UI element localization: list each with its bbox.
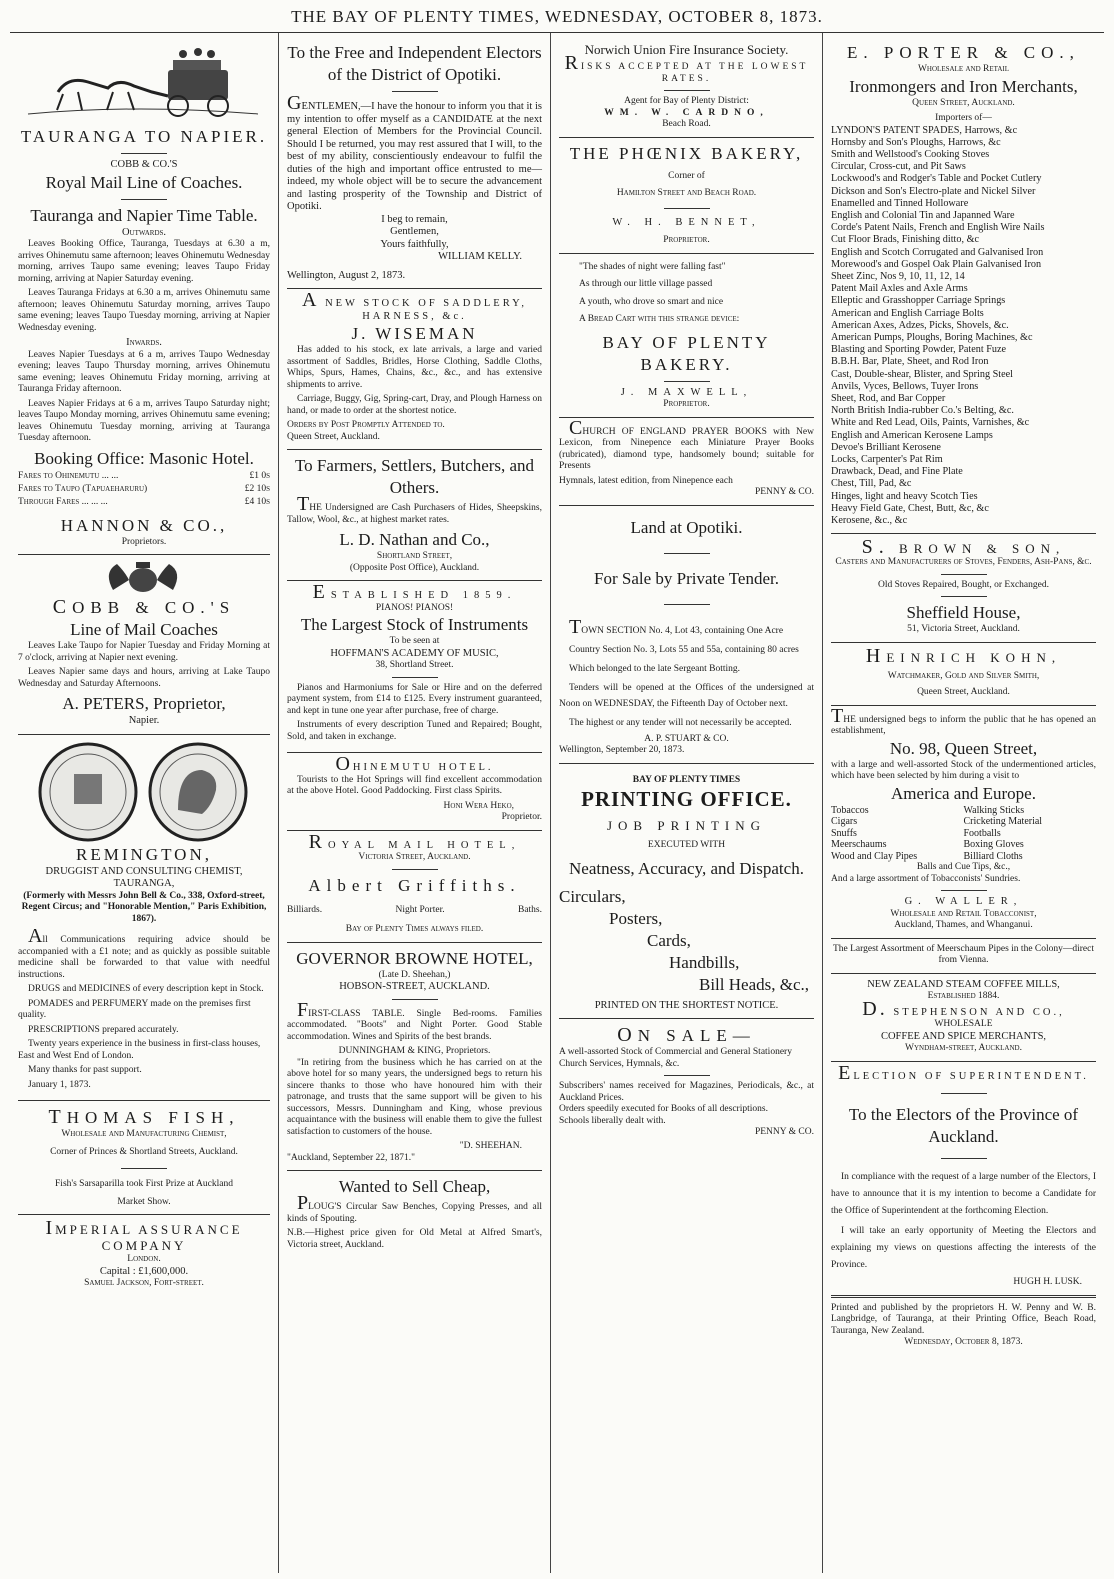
fish-addr: Corner of Princes & Shortland Streets, Auckland. [50,1146,238,1157]
coach-ad [18,37,270,554]
remington-place: TAURANGA, [113,878,175,889]
pianos-academy: HOFFMAN'S ACADEMY OF MUSIC, [330,647,499,659]
church-sign: PENNY & CO. [754,487,814,497]
waller-good-item: Cricketing Material [963,816,1043,828]
onsale-ad [559,1018,814,1145]
governor-ad [287,942,542,1171]
wiseman-name: J. WISEMAN [351,324,478,343]
porter-item: English and Scotch Corrugated and Galvanised Iron [831,246,1044,258]
coach-line: Royal Mail Line of Coaches. [45,172,243,192]
brown-sub: Casters and Manufacturers of Stoves, Fenders, Ash-Pans, &c. [835,557,1092,568]
norwich-risks: RISKS ACCEPTED AT THE LOWEST RATES. [564,52,809,84]
pianos-pianos: PIANOS! PIANOS! [375,602,454,613]
porter-head: Ironmongers and Iron Merchants, [849,76,1078,96]
wiseman-p1: Has added to his stock, ex late arrivals, a large and varied assortment of Saddles, Bridles, Horse Clothing, Saddle Cloths, Whips, Spurs, Hames, Chains, &c., &c., and has extensive shipments to arrive. [287,345,542,390]
fare-row [18,496,270,509]
royal-street: Victoria Street, Auckland. [358,852,471,862]
nathan-street: Shortland Street, [376,551,453,561]
column-1 [10,33,278,1573]
printing-exec: EXECUTED WITH [647,840,726,850]
land-ad [559,505,814,763]
porter-item: American Axes, Adzes, Picks, Shovels, &c. [831,319,1009,331]
waller-good-item: Footballs [963,827,1001,839]
governor-props: DUNNINGHAM & KING, Proprietors. [338,1046,491,1056]
porter-item: Heavy Field Gate, Chest, Butt, &c, &c [831,502,989,514]
kohn-sub: Watchmaker, Gold and Silver Smith, [887,670,1040,681]
cobb-title: COBB & CO.'S [52,596,236,618]
coffee-addr: Wyndham-street, Auckland. [905,1043,1022,1054]
meerschaum-text: The Largest Assortment of Meerschaum Pipes in the Colony—direct from Vienna. [832,943,1095,966]
porter-item: Elleptic and Grasshopper Carriage Springs [831,295,1006,307]
printing-item-3: Cards, [647,930,691,950]
imperial-capital: Capital : £1,600,000. [99,1265,189,1277]
coach-title: TAURANGA TO NAPIER. [20,127,268,146]
porter-item: Circular, Cross-cut, and Pit Saws [831,161,966,173]
ohinemutu-sign: Honi Wera Heko, [443,800,514,811]
phoenix-title: THE PHŒNIX BAKERY, [569,143,804,163]
cobb-ad [18,554,270,734]
kelly-head: To the Free and Independent Electors of the District of Opotiki. [287,43,542,84]
bakery-title: BAY OF PLENTY BAKERY. [602,332,771,374]
land-sign: A. P. STUART & CO. [644,733,729,744]
norwich-name: WM. W. CARDNO, [604,107,769,118]
coach-owner: HANNON & CO., [60,515,228,535]
pianos-p1: Pianos and Harmoniums for Sale or Hire and on the deferred payment system, from £14 to £125. Every instrument guaranteed, and kept in tune one year after purchase, free of charge. [287,682,542,716]
imprint-date: Wednesday, October 8, 1873. [904,1337,1023,1348]
cobb-place: Napier. [128,715,160,726]
bakery-ad [559,253,814,417]
waller-goods-left [831,805,964,863]
column-2 [278,33,550,1573]
kelly-close-1: I beg to remain, [381,213,448,225]
fare-price: £4 10s [244,496,270,507]
kohn-addr: Queen Street, Auckland. [917,687,1010,698]
waller-good-item: Wood and Clay Pipes [831,850,918,862]
waller-goods-right [964,805,1097,863]
fare-price: £1 0s [249,470,270,481]
land-t2: Country Section No. 3, Lots 55 and 55a, containing 80 acres [569,644,799,655]
inwards-1: Leaves Napier Tuesdays at 6 a m, arrives Taupo Wednesday evening; leaves Taupo Thursday morning, arrives Ohinemutu same evening; leaves Ohinemutu Friday morning, arriving at Tauranga Friday afternoon. [18,349,270,394]
royal-name: Albert Griffiths. [308,875,521,895]
onsale-sign: PENNY & CO. [754,1127,814,1137]
royal-feature: Billiards. [287,904,323,915]
remington-date: January 1, 1873. [28,1079,91,1090]
remington-p3: POMADES and PERFUMERY made on the premises first quality. [18,998,251,1020]
printing-top: BAY OF PLENTY TIMES [632,774,741,785]
imprint [831,1295,1096,1355]
bakery-role: Proprietor. [663,399,710,409]
bakery-line-2: As through our little village passed [579,279,713,289]
porter-street: Queen Street, Auckland. [912,97,1015,108]
phoenix-name: W. H. BENNET, [612,216,761,228]
waller-name: G. WALLER, [904,896,1023,908]
porter-item: Chest, Till, Pad, &c [831,478,912,490]
lusk-to: To the Electors of the Province of Auckland. [848,1105,1079,1147]
porter-item: Sheet, Rod, and Bar Copper [831,392,946,404]
onsale-title: ON SALE— [617,1024,756,1046]
fish-note-2: Market Show. [117,1196,171,1207]
porter-item: Drawback, Dead, and Fine Plate [831,466,963,478]
fare-label: Fares to Ohinemutu ... ... [18,470,119,481]
royal-feature: Baths. [517,904,542,915]
lusk-head: ELECTION OF SUPERINTENDENT. [838,1061,1089,1084]
porter-item: Smith and Wellstood's Cooking Stoves [831,148,990,160]
porter-item: Hornsby and Son's Ploughs, Harrows, &c [831,136,1001,148]
remington-ad [18,734,270,1101]
porter-item: American Pumps, Ploughs, Boring Machines, &c [831,331,1033,343]
porter-item: Dickson and Son's Electro-plate and Nickel Silver [831,185,1036,197]
wiseman-p2: Carriage, Buggy, Gig, Spring-cart, Dray, and Plough Harness on hand, or made to order at the shortest notice. [287,394,542,416]
porter-item: Corde's Patent Nails, French and English Wire Nails [831,222,1045,234]
wiseman-head: A NEW STOCK OF SADDLERY, HARNESS, &c. [301,289,528,322]
porter-item: Morewood's and Gospel Oak Plain Galvanised Iron [831,258,1042,270]
printing-notice: PRINTED ON THE SHORTEST NOTICE. [594,999,779,1011]
ohinemutu-ad [287,752,542,830]
lusk-p1: In compliance with the request of a large number of the Electors, I have to announce that it is my intention to become a Candidate for the Office of Superintendent at the forthcoming Election. [831,1172,1096,1217]
norwich-agent: Agent for Bay of Plenty District: [624,96,749,106]
ohinemutu-role: Proprietor. [501,812,542,822]
cobb-p2: Leaves Napier same days and hours, arriving at Lake Taupo Wednesday and Saturday Afternoons. [18,667,270,689]
remington-p4: PRESCRIPTIONS prepared accurately. [28,1024,179,1035]
waller-p2: And a large assortment of Tobacconists' Sundries. [831,873,1021,884]
porter-item: Hinges, light and heavy Scotch Ties [831,490,978,502]
column-3 [550,33,822,1573]
printing-item-5: Bill Heads, &c., [699,974,810,994]
waller-balls: Balls and Cue Tips, &c., [916,862,1011,873]
kelly-close-3: Yours faithfully, [380,238,449,250]
fare-row [18,470,270,483]
porter-item: Locks, Carpenter's Pat Rim [831,453,943,465]
waller-good-item: Meerschaums [831,839,887,851]
exhibition-medals-icon [18,740,268,844]
pianos-seen: To be seen at [389,636,440,646]
kelly-ad [287,37,542,288]
wanted-head: Wanted to Sell Cheap, [338,1177,491,1196]
bakery-line-3: A youth, who drove so smart and nice [579,296,724,307]
waller-ad [831,705,1096,938]
wanted-body: PLOUG'S Circular Saw Benches, Copying Presses, and all kinds of Spouting. [287,1192,542,1224]
land-head: Land at Opotiki. [630,517,743,537]
cobb-owner: A. PETERS, Proprietor, [62,694,226,713]
remington-p1: All Communications requiring advice should be accompanied with a £1 note; and as quickly as possible suitable medicine shall be forwarded to that value with needful instructions. [18,925,270,980]
waller-good-item: Walking Sticks [963,804,1025,816]
pianos-p2: Instruments of every description Tuned and Repaired; Bought, Sold, and taken in exchange. [287,720,542,742]
church-ad [559,417,814,505]
fares-table [18,470,270,509]
lusk-ad [831,1061,1096,1295]
remington-formerly: (Formerly with Messrs John Bell & Co., 338, Oxford-street, Regent Circus; and "Honorable Mention," Paris Exhibition, 1867). [21,890,267,924]
waller-good-item: Tobaccos [831,804,869,816]
porter-item: White and Red Lead, Oils, Paints, Varnishes, &c [831,417,1030,429]
phoenix-corner: Corner of [668,170,705,181]
norwich-head: Norwich Union Fire Insurance Society. [584,42,789,57]
royal-feature: Night Porter. [395,904,445,915]
onsale-p2: Church Services, Hymnals, &c. [559,1058,680,1069]
coach-timetable: Tauranga and Napier Time Table. [30,205,258,225]
onsale-p4: Orders speedily executed for Books of all descriptions. [559,1104,768,1114]
governor-street: HOBSON-STREET, AUCKLAND. [339,981,490,992]
pianos-ad [287,580,542,752]
printing-job: JOB PRINTING [606,818,767,833]
cobb-p1: Leaves Lake Taupo for Napier Tuesday and Friday Morning at 7 o'clock, arriving at Napier next evening. [18,641,270,663]
kelly-close-2: Gentlemen, [390,226,439,237]
printing-ad [559,763,814,1019]
porter-item: B.B.H. Bar, Plate, Sheet, and Rod Iron [831,356,989,368]
pianos-est: ESTABLISHED 1859. [312,581,517,603]
outwards-label: Outwards. [121,226,167,238]
brown-addr: 51, Victoria Street, Auckland. [907,624,1020,635]
onsale-p3: Subscribers' names received for Magazines, Periodicals, &c., at Auckland Prices. [559,1081,814,1103]
royal-note: Bay of Plenty Times always filed. [345,924,484,934]
royal-ad [287,830,542,942]
porter-item: American and English Carriage Bolts [831,307,984,319]
coffee-est: Established 1884. [927,991,1000,1002]
fish-note: Fish's Sarsaparilla took First Prize at Auckland [55,1179,233,1189]
waller-no: No. 98, Queen Street, [889,738,1038,758]
nathan-head: To Farmers, Settlers, Butchers, and Others. [294,456,535,497]
norwich-place: Beach Road. [662,119,711,129]
kelly-body: GENTLEMEN,—I have the honour to inform you that it is my intention to offer myself as a CANDIDATE at the next general Election of Members for the Provincial Council. Should I be returned, you may rest assured that I will, to the best of my ability, conscientiously endeavour to fulfil the duties of the high and important office entrusted to me—indeed, my whole object will be to secure the advancement and lasting prosperity of the Township and District of Opotiki. [287,92,542,212]
brown-ad [831,533,1096,642]
kelly-sign: WILLIAM KELLY. [438,251,522,262]
ohinemutu-title: OHINEMUTU HOTEL. [335,753,494,775]
pianos-street: 38, Shortland Street. [375,660,454,670]
remington-p2: DRUGS and MEDICINES of every description kept in Stock. [28,984,264,994]
fare-price: £2 10s [244,483,270,494]
porter-item: English and American Kerosene Lamps [831,429,993,441]
porter-item: LYNDON'S PATENT SPADES, Harrows, &c [831,124,1018,136]
remington-p6: Many thanks for past support. [28,1065,142,1075]
waller-places: Auckland, Thames, and Whanganui. [894,920,1033,931]
printing-title: PRINTING OFFICE. [581,787,792,811]
nathan-name: L. D. Nathan and Co., [339,530,490,549]
inwards-2: Leaves Napier Fridays at 6 a m, arrives Taupo Saturday night; leaves Taupo Monday morning, arrives Ohinemutu same evening; leaves Ohinemutu Tuesday morning, arriving at Tauranga Tuesday afternoon. [18,398,270,443]
waller-p1: with a large and well-assorted Stock of the undermentioned articles, which have been selected by him during a visit to [831,759,1096,782]
ohinemutu-body: Tourists to the Hot Springs will find excellent accommodation at the above Hotel. Good Paddocking. First class Spirits. [287,774,542,796]
brown-note: Old Stoves Repaired, Bought, or Exchanged. [878,579,1049,590]
masthead: THE BAY OF PLENTY TIMES, WEDNESDAY, OCTOBER 8, 1873. [10,4,1104,33]
kohn-title: HEINRICH KOHN, [865,644,1062,667]
waller-goods [831,805,1096,863]
coach-company: COBB & CO.'S [110,159,178,170]
kohn-ad [831,642,1096,705]
governor-sign: "D. SHEEHAN. [459,1141,522,1151]
waller-good-item: Boxing Gloves [963,839,1024,851]
porter-item: Blasting and Sporting Powder, Patent Fuze [831,344,1007,356]
outwards-1: Leaves Booking Office, Tauranga, Tuesdays at 6.30 a m, arrives Ohinemutu same afternoon; leaves Ohinemutu Wednesday morning, arrives Taupo same evening; leaves Taupo Friday morning, arriving at Napier Saturday evening. [18,239,270,284]
pianos-head: The Largest Stock of Instruments [300,615,529,634]
printing-neat: Neatness, Accuracy, and Dispatch. [569,858,804,878]
porter-ad [831,37,1096,533]
porter-item: Lockwood's and Rodger's Table and Pocket Cutlery [831,173,1042,185]
governor-date: "Auckland, September 22, 1871." [287,1152,416,1163]
porter-item: Cut Floor Brads, Finishing ditto, &c [831,234,980,246]
outwards-2: Leaves Tauranga Fridays at 6.30 a m, arrives Ohinemutu same afternoon; leaves Ohinemutu Saturday morning, arrives Taupo same evening; leaves Taupo Tuesday morning, arriving at Napier Wednesday evening. [18,288,270,333]
coach-owner-role: Proprietors. [121,536,167,547]
porter-item: Cast, Double-shear, Blister, and Spring Steel [831,368,1013,380]
governor-title: GOVERNOR BROWNE HOTEL, [296,948,533,968]
porter-importers: Importers of— [935,113,992,123]
coffee-merch: COFFEE AND SPICE MERCHANTS, [880,1030,1047,1042]
inwards-label: Inwards. [126,337,162,348]
imperial-ad [18,1214,270,1296]
coffee-ad [831,973,1096,1061]
fare-label: Fares to Taupo (Tapuaeharuru) [18,483,148,494]
church-hymns: Hymnals, latest edition, from Ninepence each [559,475,733,486]
fish-title: THOMAS FISH, [48,1106,240,1128]
remington-title: REMINGTON, [76,844,212,864]
land-t4: Tenders will be opened at the Offices of the undersigned at Noon on WEDNESDAY, the Fifteenth Day of October next. [559,682,814,709]
imprint-text: Printed and published by the proprietors H. W. Penny and W. B. Langbridge, of Tauranga, at their Printing Office, Beach Road, Tauranga, New Zealand. [831,1302,1096,1336]
coffee-ws: WHOLESALE [934,1019,993,1030]
brown-title: S. BROWN & SON, [861,536,1066,559]
land-sale: For Sale by Private Tender. [594,568,779,588]
onsale-p1: A well-assorted Stock of Commercial and General Stationery [559,1047,792,1057]
porter-item: Kerosene, &c., &c [831,515,908,526]
nathan-ad [287,449,542,580]
column-4 [822,33,1104,1573]
fish-ad [18,1100,270,1214]
bakery-name: J. MAXWELL, [620,386,753,398]
porter-items-list [831,125,1096,528]
waller-am: America and Europe. [891,783,1036,803]
printing-item-4: Handbills, [669,952,740,972]
onsale-p5: Schools liberally dealt with. [559,1115,666,1126]
wiseman-ad [287,288,542,449]
coffee-head: NEW ZEALAND STEAM COFFEE MILLS, [867,978,1060,990]
wiseman-p3: Orders by Post Promptly Attended to. [287,420,445,430]
lusk-sign: HUGH H. LUSK. [1013,1277,1082,1288]
waller-good-item: Billiard Cloths [963,850,1023,862]
nathan-opp: (Opposite Post Office), Auckland. [349,562,480,573]
porter-title: E. PORTER & CO., [847,43,1080,62]
meerschaum-ad [831,938,1096,973]
phoenix-streets: Hamilton Street and Beach Road. [616,188,757,198]
porter-item: Patent Mail Axles and Axle Arms [831,283,968,295]
phoenix-ad [559,137,814,253]
stagecoach-illustration [18,42,268,126]
waller-good-item: Cigars [831,816,858,828]
imperial-agent: Samuel Jackson, Fort-street. [84,1278,204,1288]
governor-p1: FIRST-CLASS TABLE. Single Bed-rooms. Families accommodated. "Boots" and Night Porter. Good Stable accommodation. Wines and Spirits of the best brands. [287,998,542,1042]
fare-row [18,483,270,496]
church-body: CHURCH OF ENGLAND PRAYER BOOKS with New Lexicon, from Ninepence each Miniature Prayer Books (rubricated), diamond type, handsomely bound; suitable for Presents [559,416,814,471]
printing-item-2: Posters, [609,908,663,928]
brown-house: Sheffield House, [906,603,1021,623]
governor-quote: "In retiring from the business which he has carried on at the above hotel for so many years, the undersigned begs to return his sincere thanks to those who have honoured him with their patronage, and trusts that the same support will be given to his successors, Messrs. Dunningham and King, whose previous acquaintance with the business will enable them to give the fullest satisfaction to customers of the house. [287,1057,542,1137]
land-date: Wellington, September 20, 1873. [559,745,685,755]
land-t5: The highest or any tender will not necessarily be accepted. [569,717,792,728]
nathan-body: THE Undersigned are Cash Purchasers of Hides, Sheepskins, Tallow, Wool, &c., at highest market rates. [287,493,542,525]
royal-title: ROYAL MAIL HOTEL, [308,830,521,853]
waller-good-item: Snuffs [831,827,857,839]
wiseman-p4: Queen Street, Auckland. [287,431,380,442]
royal-crest-icon [18,560,268,596]
waller-role: Wholesale and Retail Tobacconist, [890,908,1037,919]
booking-office: Booking Office: Masonic Hotel. [34,448,254,468]
coffee-name: D. STEPHENSON AND CO., [862,997,1065,1020]
wanted-nb: N.B.—Highest price given for Old Metal at Alfred Smart's, Victoria street, Auckland. [287,1228,542,1250]
land-t3: Which belonged to the late Sergeant Botting. [569,663,741,674]
norwich-ad [559,37,814,137]
land-t1: TOWN SECTION No. 4, Lot 43, containing One Acre [569,615,784,638]
porter-item: North British India-rubber Co.'s Belting, &c. [831,405,1014,417]
fish-sub: Wholesale and Manufacturing Chemist, [61,1129,227,1139]
remington-sub: DRUGGIST AND CONSULTING CHEMIST, [45,865,243,877]
waller-intro: THE undersigned begs to inform the public that he has opened an establishment, [831,704,1096,737]
imperial-place: London. [127,1254,161,1264]
cobb-sub: Line of Mail Coaches [70,620,218,639]
wanted-ad [287,1170,542,1257]
porter-item: English and Colonial Tin and Japanned Ware [831,209,1015,221]
lusk-p2: I will take an early opportunity of Meeting the Electors and explaining my views on questions affecting the interests of the Province. [831,1226,1096,1271]
bakery-line-4: A Bread Cart with this strange device: [579,314,740,324]
phoenix-role: Proprietor. [663,235,710,245]
governor-late: (Late D. Sheehan,) [378,969,451,980]
printing-item-1: Circulars, [559,886,626,906]
kelly-date: Wellington, August 2, 1873. [287,269,406,281]
porter-item: Devoe's Brilliant Kerosene [831,441,941,453]
imperial-title: IMPERIAL ASSURANCE COMPANY [45,1217,243,1253]
remington-p5: Twenty years experience in the business in first-class houses, East and West End of London. [18,1039,261,1061]
porter-trade: Wholesale and Retail [917,64,1010,74]
porter-item: Anvils, Vyces, Bellows, Tuyer Irons [831,380,979,392]
royal-features [287,905,542,917]
porter-item: Sheet Zinc, Nos 9, 10, 11, 12, 14 [831,270,965,282]
porter-item: Enamelled and Tinned Holloware [831,197,969,209]
bakery-line-1: "The shades of night were falling fast" [579,261,726,272]
fare-label: Through Fares ... ... ... [18,496,108,507]
